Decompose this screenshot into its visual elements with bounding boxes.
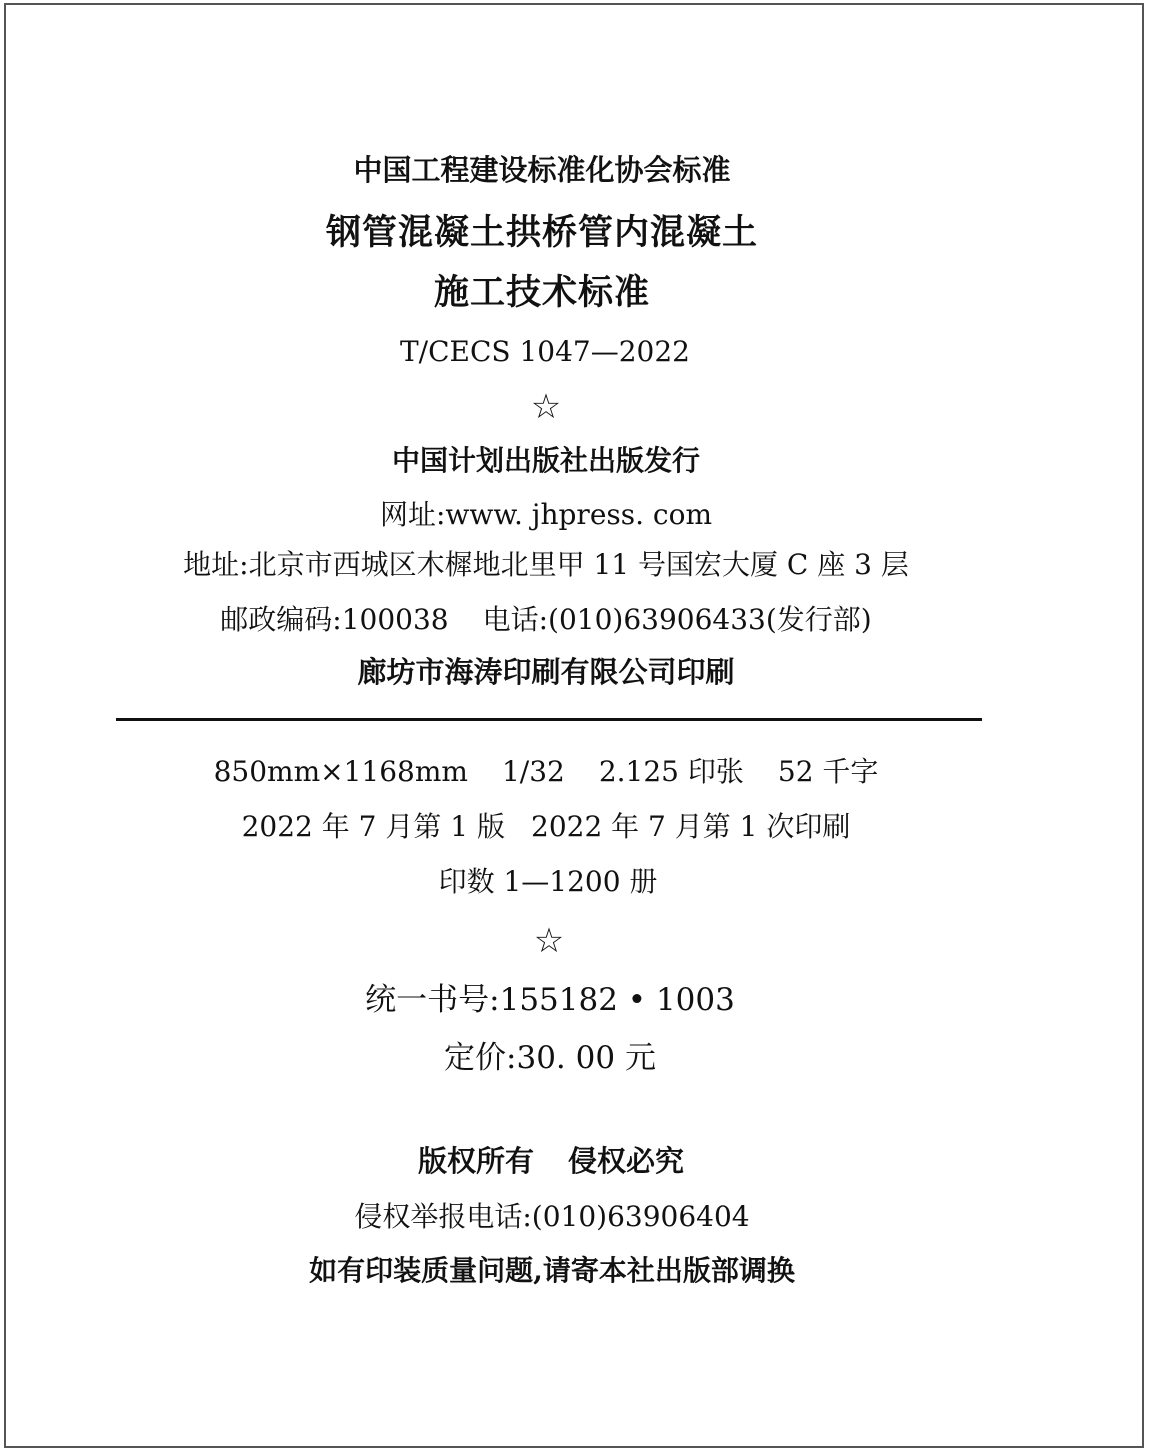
sheet-count: 2.125 印张	[598, 755, 744, 788]
publisher-address: 地址:北京市西城区木樨地北里甲 11 号国宏大厦 C 座 3 层	[183, 548, 909, 581]
copyright-part-1: 版权所有	[417, 1144, 534, 1178]
printer-name: 廊坊市海涛印刷有限公司印刷	[357, 655, 735, 689]
star-separator-icon: ☆	[530, 387, 562, 427]
document-title-line-1: 钢管混凝土拱桥管内混凝土	[325, 212, 759, 253]
printing: 2022 年 7 月第 1 次印刷	[531, 810, 851, 843]
postal-and-phone-line	[220, 603, 872, 636]
organization-standard-heading: 中国工程建设标准化协会标准	[353, 153, 731, 187]
publisher-website: 网址:www. jhpress. com	[379, 498, 713, 531]
unified-book-number: 统一书号:155182 • 1003	[365, 982, 735, 1018]
fold-size: 1/32	[501, 755, 565, 788]
edition: 2022 年 7 月第 1 版	[241, 810, 505, 843]
paper-format: 850mm×1168mm	[213, 755, 468, 788]
print-run: 印数 1—1200 册	[438, 865, 658, 898]
quality-return-note: 如有印装质量问题,请寄本社出版部调换	[309, 1254, 795, 1287]
document-title-line-2: 施工技术标准	[433, 272, 651, 313]
infringement-report-phone: 侵权举报电话:(010)63906404	[354, 1200, 750, 1233]
edition-line	[241, 810, 851, 843]
print-specs-line	[213, 755, 879, 788]
price: 定价:30. 00 元	[444, 1040, 656, 1076]
word-count: 52 千字	[777, 755, 879, 788]
copyright-part-2: 侵权必究	[568, 1144, 685, 1178]
standard-code: T/CECS 1047—2022	[400, 335, 690, 368]
star-separator-icon: ☆	[533, 921, 565, 961]
postal-code: 邮政编码:100038	[220, 603, 449, 636]
copyright-notice	[417, 1144, 685, 1178]
distribution-phone: 电话:(010)63906433(发行部)	[482, 603, 872, 636]
horizontal-divider	[116, 718, 982, 721]
publisher-name: 中国计划出版社出版发行	[391, 444, 701, 477]
